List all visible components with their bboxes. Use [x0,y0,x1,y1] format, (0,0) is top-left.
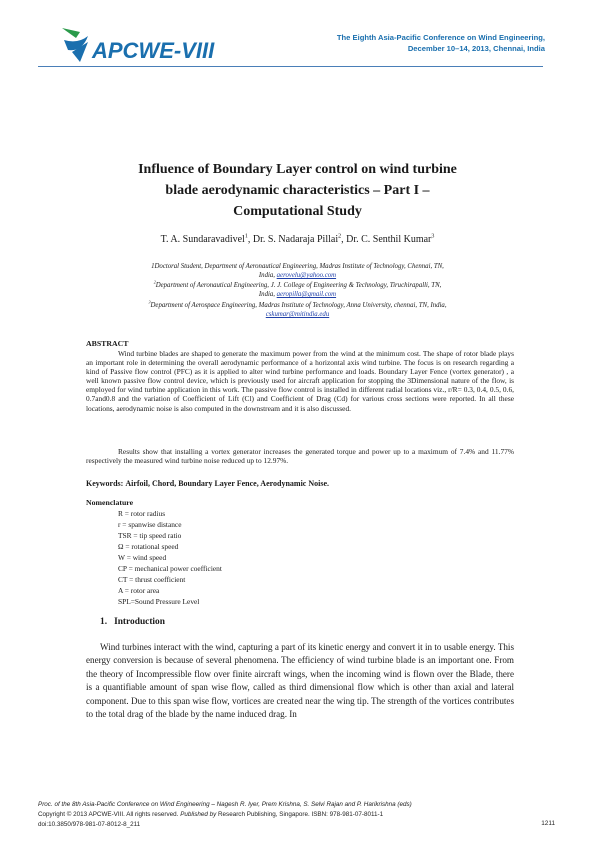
abstract-paragraph-1: Wind turbine blades are shaped to generate the maximum power from the wind at the minimum cost. The shape of rotor blade plays an important role in determining the overall aerodynamic performance of a horizontal axis wind turbine. The focus is on research regarding a kind of Passive flow control (PFC) as it is applied to alter wind turbine performance and loads. Boundary Layer Fence (vortex generator) , a well known passive flow control device, which is previously used for aircraft application for stopping the 3Dimensional nature of the flow, is employed for wind turbine application in this work. The passive flow control is installed in different radial locations viz., r/R= 0.3, 0.4, 0.5, 0.6, 0.7and0.8 and the variation of Coefficient of Lift (Cl) and Coefficient of Drag (Cd) for various cross sections were reported. In all these locations, aerodynamic noise is also computed in the downstream and it is also discussed. [86,349,514,413]
apcwe-logo [58,22,233,70]
author-2: Dr. S. Nadaraja Pillai [252,234,339,245]
nomenclature-item: A = rotor area [118,586,160,595]
affiliation-1-line-1: 1Doctoral Student, Department of Aeronautical Engineering, Madras Institute of Technology, Chennai, TN, [151,263,444,270]
affiliation-1-email-link[interactable]: aerovelu@yahoo.com [276,272,337,279]
nomenclature-item: CP = mechanical power coefficient [118,564,222,573]
nomenclature-item: r = spanwise distance [118,520,182,529]
logo-green-wing-icon [62,28,80,38]
author-list: T. A. Sundaravadivel$^1$, Dr. S. Nadaraja Pillai$^2$, Dr. C. Senthil Kumar$^3$ [160,233,435,245]
abstract-paragraph-2: Results show that installing a vortex generator increases the generated torque and power up to a maximum of 7.4% and 11.77% respectively the measured wind turbine noise reduced up to 12.97%. [86,447,514,466]
nomenclature-item: Ω = rotational speed [118,542,179,551]
author-1: T. A. Sundaravadivel [160,234,245,245]
affiliation-2-line-1: Department of Aeronautical Engineering, J. J. College of Engineering & Technology, Tiruchirapalli, TN, [155,282,442,289]
keywords-label: Keywords: [86,479,124,488]
affiliation-2: $^2$Department of Aeronautical Engineering, J. J. College of Engineering & Technology, Tiruchirapalli, TN, India, aeropilla@gmail.com [153,279,442,298]
page-number: 1211 [541,820,555,827]
author-3: Dr. C. Senthil Kumar [346,234,432,245]
nomenclature-heading: Nomenclature [86,498,134,507]
footer-doi: doi:10.3850/978-981-07-8012-8_211 [38,821,141,828]
nomenclature-item: R = rotor radius [118,509,166,518]
nomenclature-item: SPL=Sound Pressure Level [118,597,200,606]
abstract-heading: ABSTRACT [86,339,129,348]
paper-title-line-3: Computational Study [233,204,362,219]
affiliation-3-line-1: Department of Aerospace Engineering, Madras Institute of Technology, Anna University, chennai, TN, India, [150,302,447,309]
introduction-heading: 1. Introduction [100,617,165,627]
paper-title-line-1: Influence of Boundary Layer control on wind turbine [138,162,457,177]
nomenclature-item: CT = thrust coefficient [118,575,186,584]
header-rule [38,66,543,67]
conference-title: The Eighth Asia-Pacific Conference on Wind Engineering, [336,33,545,42]
affiliation-3: $^3$Department of Aerospace Engineering, Madras Institute of Technology, Anna University, chennai, TN, India, cskumar@mitindia.edu [148,299,447,318]
affiliation-1: 1Doctoral Student, Department of Aeronautical Engineering, Madras Institute of Technology, Chennai, TN, India, aerovelu@yahoo.com [80,262,515,280]
footer-proceedings: Proc. of the 8th Asia-Pacific Conference on Wind Engineering – Nagesh R. Iyer, Prem Krishna, S. Selvi Rajan and P. Harikrishna (eds) [38,801,412,808]
footer-copyright: Copyright © 2013 APCWE-VIII. All rights reserved. Published by Research Publishing, Singapore. ISBN: 978-981-07-8011-1 [38,811,384,818]
author-1-sup: 1 [244,233,248,240]
affiliation-3-email-link[interactable]: cskumar@mitindia.edu [265,311,330,318]
paper-title-line-2: blade aerodynamic characteristics – Part I – [165,183,430,198]
nomenclature-item: TSR = tip speed ratio [118,531,182,540]
affiliation-2-email-link[interactable]: aeropilla@gmail.com [276,291,337,298]
keywords [86,479,329,488]
introduction-paragraph: Wind turbines interact with the wind, capturing a part of its kinetic energy and convert it in to usable energy. This energy conversion is because of several phenomena. The efficiency of wind turbine blade is an important one. From the theory of Incompressible flow over finite aircraft wings, when the incoming wind is flown over the Blade, there is a quantifiable amount of span wise flow, called as third dimensional flow which is other than axial and lateral component. Due to this span wise flow, vortices are created near the wing tip. The strength of the vortices contributes to the total drag of the blade by the name induced drag. In [86,642,514,720]
keywords-text: Airfoil, Chord, Boundary Layer Fence, Aerodynamic Noise. [125,479,330,488]
nomenclature-item: W = wind speed [118,553,167,562]
conference-dates: December 10–14, 2013, Chennai, India [407,44,545,53]
logo-text: APCWE-VIII [92,38,215,63]
author-3-sup: 3 [431,233,435,240]
author-2-sup: 2 [338,233,342,240]
